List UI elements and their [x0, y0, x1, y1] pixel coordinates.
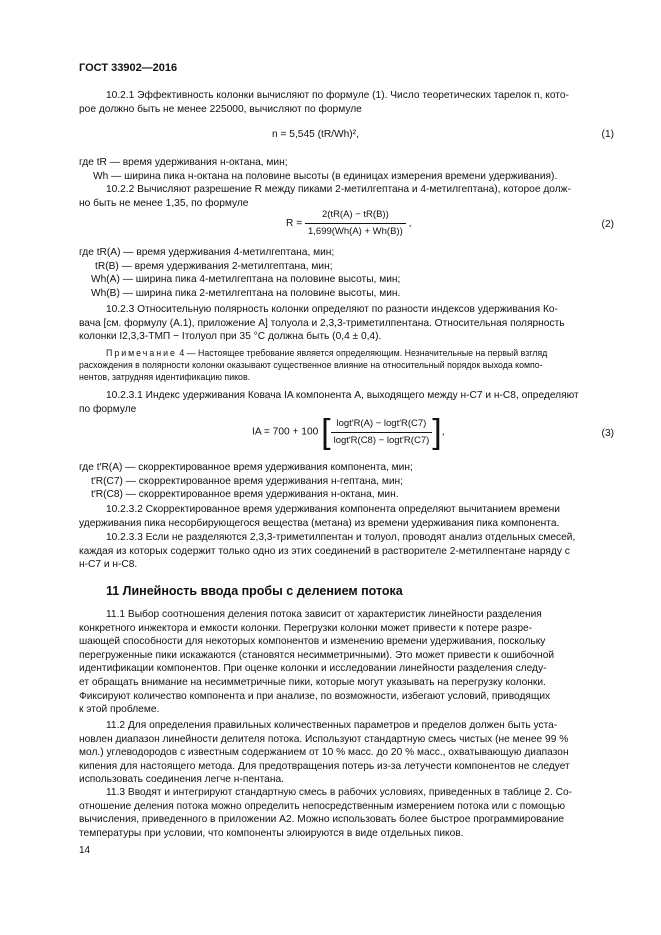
text-line: рое должно быть не менее 225000, вычисляют по формуле: [79, 103, 362, 115]
formula-2-lhs: R =: [286, 217, 303, 229]
text-line: отношение деления потока можно определить непосредственным измерением потока или с помощью: [79, 800, 565, 812]
text-line: 10.2.3.1 Индекс удерживания Ковача IA компонента А, выходящего между н-С7 и н-С8, определяют: [106, 390, 579, 401]
text-line: вача [см. формулу (А.1), приложение А] толуола и 2,3,3-триметилпентана. Относительная полярность: [79, 317, 565, 329]
note-number: 4: [179, 348, 185, 358]
formula-2-tail: ,: [408, 217, 412, 229]
note-text: — Настоящее требование является определяющим. Незначительные на первый взгляд: [184, 348, 548, 358]
paragraph-10-2-3: [79, 303, 614, 344]
formula-1-text: n = 5,545 (tR/Wh)²,: [272, 129, 359, 140]
note-4: [79, 348, 614, 383]
formula-3-lhs: IA = 700 + 100: [252, 426, 319, 438]
definition-tRB: tR(B) — время удерживания 2-метилгептана, мин;: [95, 260, 333, 272]
text-line: к этой проблеме.: [79, 704, 160, 716]
formula-1: [272, 128, 359, 142]
text-line: вычисления, приведенного в приложении А2. Можно использовать более быстрое программирование: [79, 814, 565, 826]
formula-2-number: (2): [601, 219, 614, 230]
page-number: 14: [79, 845, 91, 856]
paragraph-10-2-2: [79, 183, 614, 210]
text-line: расхождения в полярности колонки оказывают существенное влияние на относительный порядок выхода компо-: [79, 359, 543, 370]
definition-Wh: Wh — ширина пика н-октана на половине высоты (в единицах измерения времени удерживания).: [93, 170, 558, 182]
formula-2-denominator: 1,699(Wh(A) + Wh(B)): [307, 225, 403, 237]
text-line: 11.1 Выбор соотношения деления потока зависит от характеристик линейности разделения: [106, 609, 542, 620]
text-line: кипения для настоящего метода. Для предотвращения потерь из-за летучести компонентов не следует: [79, 760, 570, 772]
text-line: новлен диапазон линейности делителя потока. Используют стандартную смесь чистых (не менее 99 %: [79, 733, 569, 745]
formula-2-numerator: 2(tR(A) − tR(B)): [305, 208, 406, 224]
definitions-3: [79, 461, 614, 502]
definition-tpRC8: t′R(C8) — скорректированное время удерживания н-октана, мин.: [91, 489, 399, 501]
text-line: удерживания пика несорбирующегося вещества (метана) из времени удерживания пика компонента.: [79, 517, 560, 529]
definition-WhB: Wh(B) — ширина пика 2-метилгептана на половине высоты, мин.: [91, 287, 401, 299]
standard-header: ГОСТ 33902—2016: [79, 62, 178, 74]
note-label: Примечание: [106, 348, 177, 358]
paragraph-10-2-3-2: [79, 503, 614, 530]
text-line: 10.2.2 Вычисляют разрешение R между пиками 2-метилгептана и 4-метилгептана), которое долж-: [106, 184, 571, 195]
text-line: ет обращать внимание на несимметричные пики, которые могут указывать на перегрузку колонки.: [79, 676, 546, 688]
formula-3-tail: ,: [441, 426, 445, 438]
bracket-left-icon: [: [321, 413, 331, 451]
paragraph-11-3: [79, 786, 614, 840]
definitions-1: [79, 156, 614, 183]
text-line: идентификации компонентов. При оценке колонки и исследовании линейности разделения следу-: [79, 663, 547, 675]
text-line: 11.2 Для определения правильных количественных параметров и пределов должен быть уста-: [106, 720, 558, 731]
text-line: 11.3 Вводят и интегрируют стандартную смесь в рабочих условиях, приведенных в таблице 2. Со-: [106, 787, 573, 798]
text-line: 10.2.3.2 Скорректированное время удерживания компонента определяют вычитанием времени: [106, 504, 560, 515]
text-line: мол.) углеводородов с известным содержанием от 10 % масс. до 20 % масс., охватывающую диапазон: [79, 747, 569, 759]
formula-2-fraction: [305, 208, 406, 238]
text-line: конкретного инжектора и емкости колонки. Перегрузки колонки может привести к потере разре-: [79, 622, 533, 634]
text-line: по формуле: [79, 403, 137, 415]
text-line: температуры при условии, что компоненты элюируются в виде отдельных пиков.: [79, 827, 464, 839]
definition-tR: где tR — время удерживания н-октана, мин;: [79, 157, 288, 168]
formula-3: [252, 415, 445, 449]
formula-3-denominator: logt′R(C8) − logt′R(C7): [333, 434, 430, 446]
text-line: колонки I2,3,3-ТМП − Iтолуол при 35 °С должна быть (0,4 ± 0,4).: [79, 331, 382, 343]
text-line: 10.2.1 Эффективность колонки вычисляют по формуле (1). Число теоретических тарелок n, кото-: [106, 90, 569, 101]
text-line: каждая из которых содержит только одно из этих соединений в растворителе 2-метилпентане наряду с: [79, 545, 570, 557]
formula-3-fraction: [331, 417, 433, 447]
formula-2: [286, 208, 411, 238]
definition-tpRA: где t′R(A) — скорректированное время удерживания компонента, мин;: [79, 462, 413, 473]
formula-3-number: (3): [601, 428, 614, 439]
paragraph-11-2: [79, 719, 614, 787]
text-line: использовать соединения легче н-пентана.: [79, 774, 284, 786]
definition-WhA: Wh(A) — ширина пика 4-метилгептана на половине высоты, мин;: [91, 274, 401, 286]
paragraph-10-2-3-1: [79, 389, 614, 416]
paragraph-11-1: [79, 608, 614, 717]
definitions-2: [79, 246, 614, 300]
definition-tpRC7: t′R(C7) — скорректированное время удерживания н-гептана, мин;: [91, 475, 403, 487]
paragraph-10-2-1: [79, 89, 614, 116]
text-line: нентов, затрудняя идентификацию пиков.: [79, 371, 251, 382]
paragraph-10-2-3-3: [79, 531, 614, 572]
bracket-right-icon: ]: [432, 413, 442, 451]
text-line: шающей способности для некоторых компонентов и изменению времени удерживания, поскольку: [79, 636, 546, 648]
definition-tRA: где tR(A) — время удерживания 4-метилгептана, мин;: [79, 247, 335, 258]
formula-1-number: (1): [601, 129, 614, 140]
section-title: 11 Линейность ввода пробы с делением потока: [106, 584, 403, 598]
formula-3-numerator: logt′R(A) − logt′R(C7): [331, 417, 433, 433]
text-line: перегруженные пики искажаются (становятся несимметричными). Это может привести к ошибочной: [79, 649, 555, 661]
text-line: Фиксируют количество компонента и при анализе, по возможности, избегают условий, приводящих: [79, 690, 551, 702]
text-line: но быть не менее 1,35, по формуле: [79, 197, 249, 209]
note-first-line: [79, 348, 614, 360]
text-line: 10.2.3.3 Если не разделяются 2,3,3-триметилпентан и толуол, проводят анализ отдельных смесей,: [106, 532, 576, 543]
text-line: 10.2.3 Относительную полярность колонки определяют по разности индексов удерживания Ко-: [106, 304, 558, 315]
text-line: н-С7 и н-С8.: [79, 559, 138, 571]
